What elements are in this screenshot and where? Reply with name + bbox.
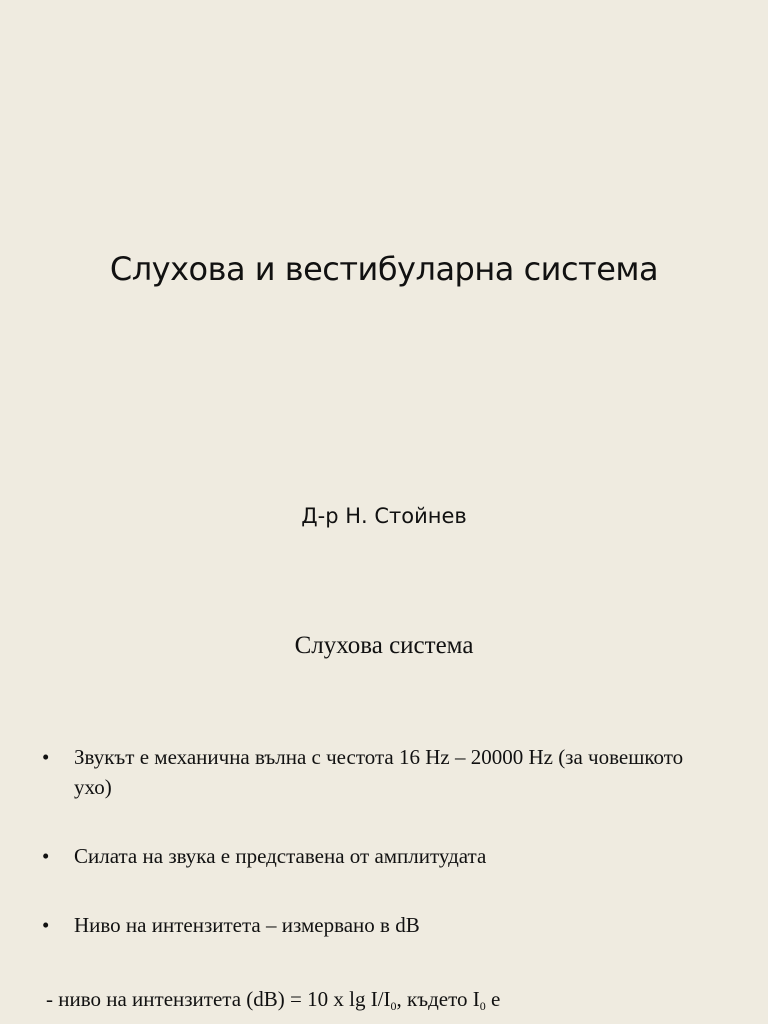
formula-suffix: е	[485, 987, 501, 1011]
formula-subscript: 0	[390, 999, 397, 1013]
bullet-list	[42, 742, 722, 979]
list-item	[42, 910, 722, 940]
bullet-icon: •	[42, 844, 50, 868]
bullet-icon: •	[42, 913, 50, 937]
bullet-text: Ниво на интензитета – измервано в dB	[74, 913, 420, 937]
section-heading: Слухова система	[294, 632, 474, 659]
formula-subscript: 0	[479, 999, 486, 1013]
bullet-text: Силата на звука е представена от амплитудата	[74, 844, 487, 868]
slide-title: Слухова и вестибуларна система	[109, 250, 659, 288]
list-item	[42, 742, 722, 802]
formula-prefix: - ниво на интензитета (dB) = 10 x lg I/I	[46, 987, 391, 1011]
list-item	[42, 841, 722, 871]
slide-author: Д-р Н. Стойнев	[301, 504, 467, 528]
bullet-icon: •	[42, 745, 50, 769]
formula-line	[46, 984, 746, 1021]
formula-middle: , където I	[396, 987, 480, 1011]
bullet-text: Звукът е механична вълна с честота 16 Hz – 20000 Hz (за човешкото ухо)	[74, 745, 684, 799]
